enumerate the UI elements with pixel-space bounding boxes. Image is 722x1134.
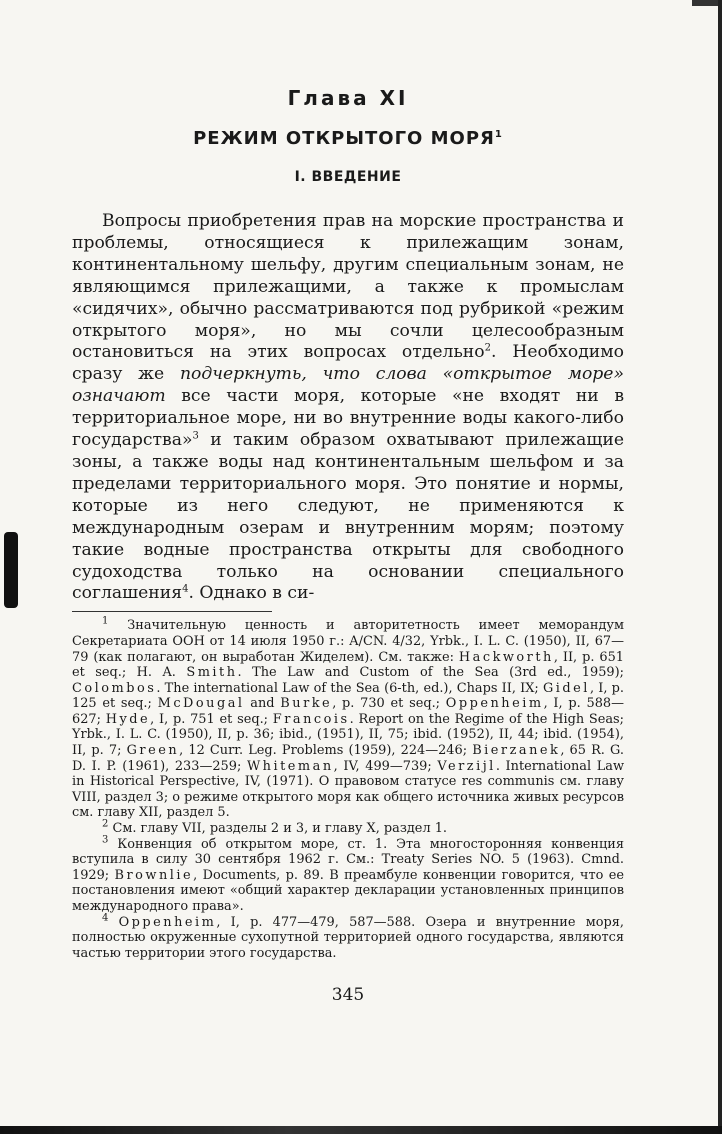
section-title: I. ВВЕДЕНИЕ <box>294 169 402 185</box>
body-text-5: . Однако в си- <box>188 583 315 604</box>
author-whiteman: Whiteman <box>246 758 334 774</box>
footnote-1 <box>72 618 624 821</box>
footnote-4 <box>72 912 624 962</box>
footnote-rule <box>72 611 272 612</box>
author-francois: Francois <box>272 711 350 727</box>
author-burke: Burke <box>280 696 333 712</box>
author-hyde: Hyde <box>105 711 151 727</box>
body-paragraph <box>72 211 624 605</box>
fn2-text: См. главу VII, разделы 2 и 3, и главу X, раздел 1. <box>108 821 448 837</box>
chapter-title <box>72 128 624 149</box>
fn1-text-h: , I, p. 588—627; <box>72 696 624 727</box>
fn1-text-n: . International Law in Historical Perspective, IV, (1971). О правовом статусе res communis см. главу VIII, раздел 3; о режиме открытого моря как общего источника живых ресурсов см. главу XII, раздел 5. <box>72 758 624 821</box>
body-text-1: Вопросы приобретения прав на морские пространства и проблемы, относящиеся к прилежащим зонам, континентальному шельфу, другим специальным зонам, не являющимся прилежащими, а также к промыслам «сидячих», обычно рассматриваются под рубрикой «режим открытого моря», но мы сочли целесообразным остановиться на этих вопросах отдельно <box>72 211 624 363</box>
footnote-ref-3: 3 <box>192 430 199 442</box>
footnote-2-number: 2 <box>102 818 109 830</box>
body-text-2: . Необходимо сразу же <box>72 342 624 385</box>
binding-mark <box>4 532 18 608</box>
page-number: 345 <box>331 985 365 1006</box>
chapter-label: Глава XI <box>287 86 409 110</box>
author-oppenheim-2: Oppenheim <box>118 914 217 930</box>
author-mcdougal: McDougal <box>157 696 245 712</box>
fn1-text-e: , I, p. 125 et seq.; <box>72 680 624 712</box>
author-verzijl: Verzijl <box>437 758 496 774</box>
fn3-text-b: , Documents, p. 89. В преамбуле конвенции говорится, что ее постановления имеют «общий характер декларации установленных принципов международного права». <box>72 867 624 914</box>
footnote-ref-2: 2 <box>484 342 491 354</box>
fn1-text-l: , 65 R. G. D. I. P. (1961), 233—259; <box>72 743 624 774</box>
author-bierzanek: Bierzanek <box>472 743 561 759</box>
fn1-text-k: , 12 Curr. Leg. Problems (1959), 224—246; <box>179 743 473 759</box>
fn1-text-b: , II, p. 651 et seq.; H. A. <box>72 649 624 681</box>
fn1-text-g: , p. 730 et seq.; <box>332 696 446 712</box>
body-emphasis: подчеркнуть, что слова «открытое море» означают <box>72 364 624 407</box>
fn1-text-f: and <box>244 696 281 712</box>
footnote-3-number: 3 <box>102 834 109 846</box>
footnote-ref-1: 1 <box>494 129 503 140</box>
footnote-2 <box>72 818 624 837</box>
author-hackworth: Hackworth <box>458 649 554 665</box>
scan-edge-bottom <box>0 1126 722 1134</box>
author-brownlie: Brownlie <box>114 867 194 883</box>
footnote-1-number: 1 <box>102 616 109 628</box>
fn1-text-j: . Report on the Regime of the High Seas; Yrbk., I. L. C. (1950), II, p. 36; ibid., (1951), II, 75; ibid. (1952), II, 44; ibid. (1954), II, p. 7; <box>72 711 625 759</box>
footnote-4-number: 4 <box>102 912 109 924</box>
author-smith: Smith <box>186 665 238 681</box>
author-oppenheim: Oppenheim <box>445 696 544 712</box>
author-green: Green <box>126 743 180 759</box>
footnote-ref-4: 4 <box>182 583 189 595</box>
scan-edge-right <box>718 0 722 1134</box>
body-text-3: все части моря, которые «не входят ни в территориальное море, ни во внутренние воды какого-либо государства» <box>72 386 624 451</box>
fn1-text-m: , IV, 499—739; <box>333 758 438 774</box>
footnote-3 <box>72 834 624 915</box>
fn1-text-a: Значительную ценность и авторитетность имеет меморандум Секретариата ООН от 14 июля 1950 г.: A/CN. 4/32, Yrbk., I. L. C. (1950), II, 67—79 (как полагают, он выработан Жиделем). См. также: <box>72 618 624 665</box>
fn4-text: , I, p. 477—479, 587—588. Озера и внутренние моря, полностью окруженные сухопутной территорией одного государства, являются частью территории этого государства. <box>72 914 624 961</box>
fn1-text-c: . The Law and Custom of the Sea (3rd ed., 1959); <box>237 665 624 681</box>
footnotes <box>72 618 624 961</box>
fn3-text-a: Конвенция об открытом море, ст. 1. Эта многосторонняя конвенция вступила в силу 30 сентября 1962 г. См.: Treaty Series NO. 5 (1963). Cmnd. 1929; <box>72 836 624 883</box>
author-colombos: Colombos <box>72 680 157 696</box>
fn1-text-i: , I, p. 751 et seq.; <box>150 711 273 727</box>
author-gidel: Gidel <box>543 680 590 696</box>
body-text-4: и таким образом охватывают прилежащие зоны, а также воды над континентальным шельфом и за пределами территориального моря. Это понятие и нормы, которые из него следуют, не применяются к международным озерам и внутренним морям; поэтому такие водные пространства открыты для свободного судоходства только на основании специального соглашения <box>72 430 624 604</box>
chapter-title-text: РЕЖИМ ОТКРЫТОГО МОРЯ <box>193 128 495 149</box>
fn1-text-d: . The international Law of the Sea (6-th, ed.), Chaps II, IX; <box>156 680 543 696</box>
book-page <box>72 78 624 1005</box>
